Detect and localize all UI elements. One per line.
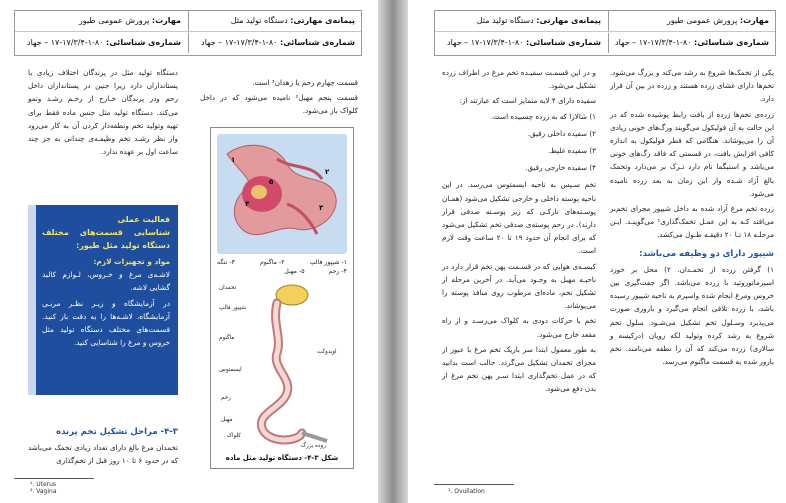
label-rectum: روده بزرگ	[301, 443, 326, 449]
paragraph-shell: تخم سـپس به ناحیه ایسمتوس می‌رسد. در این ناحیه پوسته داخلی و خارجی تشکیل می‌شود (همـان پوسـته‌های نازکـی که زیر پوسـته صدفی قرار دارند). در رحم پوسته‌ی صدفی تخم تشکیل می‌شود که برای انجام آن حدود ۱۹ تا ۲۰ ساعت وقت لازم است.	[442, 180, 596, 256]
legend-item: ۳- تنگه	[217, 259, 235, 266]
photo-label-5: ۵	[269, 178, 274, 186]
label-uterus: رحم	[221, 395, 231, 401]
section-title-egg-formation: ۴-۳- مراحل تشکیل تخم پرنده	[56, 427, 178, 437]
right-page-header	[434, 10, 776, 56]
left-page-header	[14, 10, 362, 56]
albumen-list-intro: سفیده دارای ۴ لایه متمایز است که عبارتند از:	[459, 96, 596, 106]
legend-item: ۴- رحم	[328, 268, 347, 275]
legend-item: ۵- مهبل	[284, 268, 305, 275]
figure-reproductive-system	[210, 127, 354, 469]
intro-paragraph-2: قسمت پنجم مهبل² نامیده می‌شود که در داخل کلواک باز می‌شود.	[200, 93, 358, 116]
left-header-divider-2	[188, 33, 189, 53]
photo-label-4: ۴	[245, 200, 250, 208]
figure-caption: شکل ۳-۴- دستگاه تولید مثل ماده	[225, 454, 339, 462]
book-gutter	[378, 0, 408, 503]
label-magnum: ماگنوم	[219, 335, 235, 341]
left-header-code: شماره‌ی شناسائی: ۸۰-۱-۱۷/۳/۴-۱۷ – جهاد	[201, 38, 355, 47]
left-section	[28, 420, 178, 470]
albumen-list-item: ۳) سفیده غلیظ.	[547, 146, 596, 156]
activity-subtitle: شناسایی قسمت‌های مختلف دستگاه تولید مثل طیور:	[42, 228, 170, 250]
oviduct-diagram	[217, 283, 347, 453]
intro-paragraph-1: قسمت چهارم رحم یا زهدان¹ است.	[252, 78, 358, 87]
activity-instructions: در آزمایشگاه و زیـر نظـر مربـی آزمایشگاه، لاشـه‌ها را به دقت باز کنید. قسمت‌های مختلف دستگاه تولید مثل خروس و مرغ را شناسایی کنید.	[42, 299, 170, 347]
legend-item: ۲- ماگنوم	[259, 259, 285, 266]
footnote-vagina: ². Vagina	[30, 488, 57, 495]
albumen-list-item: ۴) سفیده خارجی رقیق.	[525, 163, 596, 173]
label-isthmus: ایسمتوس	[219, 367, 242, 373]
left-header-standard: پیمانه‌ی مهارتی: دستگاه تولید مثل	[230, 16, 355, 25]
right-header-code: شماره‌ی شناسائی: ۸۰-۱-۱۷/۳/۴-۱۷ – جهاد	[615, 38, 769, 47]
right-page	[408, 0, 786, 503]
left-header-row-2	[15, 33, 361, 53]
footnote-ovulation: ¹. Ovullation	[448, 488, 485, 495]
right-header-row-1	[435, 11, 775, 32]
paragraph-albumen-intro: و در این قسمـت سفیـده تخم مرغ در اطراف زرده تشکیل می‌شود.	[442, 68, 596, 91]
figure-legend	[217, 258, 347, 276]
intro-left-paragraph: دستگاه تولید مثل در پرندگان اختلاف زیادی با پستانداران دارد زیرا جنین در پستانداران داخل رحم ودر پرندگان خـارج از رحـم رشـد ونمو می‌کند. دستگاه تولید مثل جنس ماده فقط برای تهیه وتولید تخم ونطفه‌دار کردن آن به کار می‌رود واز نظر رشـد تخم وظیفـه‌ی چندانی به جز چند ساعت اول بر عهده ندارد.	[28, 68, 178, 157]
right-header-divider-2	[608, 33, 609, 53]
right-header-skill: مهارت: پرورش عمومی طیور	[666, 16, 769, 25]
paragraph-follicle-2: زرده‌ی‌ تخم‌ها زرده از بافت رابط پوشیده شده که در این حالت به آن فولیکول می‌گویند ورگ‌های خونی زیادی آن را می‌پوشاند. هنگامی که قطر فولیکول به اندازه کافی افزایش یافت، در قسمتی که فاقد رگ‌های خونی می‌باشد و استیگما نام دارد تـرک بر می‌دارد وتخمک بالغ آزاد شـده واز این زمان به بعد زرده نامیده می‌شود.	[610, 109, 774, 198]
label-vagina: مهبل	[221, 417, 233, 423]
paragraph-ovulation: زرده تخم مرغ آزاد شده به داخل شیپور مجرای تخم‌بر می‌افتد کـه به این عمـل تخمک‌گذاری¹ می‌گوینـد. ایـن مرحلـه ۱۸ تـا ۲۰ دقیقـه طـول می‌کشد.	[610, 204, 775, 240]
right-header-divider	[608, 11, 609, 31]
left-page	[0, 0, 378, 503]
right-col-right	[610, 66, 774, 370]
right-header-standard: پیمانه‌ی مهارتی: دستگاه تولید مثل	[476, 16, 601, 25]
label-infundibulum: شیپور فالپ	[219, 305, 247, 311]
right-col-left	[442, 66, 596, 398]
right-header-row-2	[435, 33, 775, 53]
left-intro-left-col	[28, 66, 178, 160]
label-cloaca: کلواک	[227, 433, 241, 439]
left-footnotes	[30, 481, 57, 495]
left-footnote-rule	[14, 478, 94, 479]
left-header-row-1	[15, 11, 361, 32]
oviduct-photo-illustration	[217, 134, 347, 254]
legend-row-1	[217, 258, 347, 267]
paragraph-air-cell: کیسـه‌ی هوایی که در قسـمت پهن تخم قرار دارد در ناحیـه مهبل به وجـود می‌آید. در آخرین مرحله از تشکیل تخم، ماده‌ای مرطوب روی منافذ پوسته را می‌پوشاند.	[442, 261, 596, 311]
right-header-code-2: شماره‌ی شناسائی: ۸۰-۱-۱۷/۳/۴-۱۷ – جهاد	[447, 38, 601, 47]
footnote-uterus: ¹. Uterus	[30, 481, 57, 488]
albumen-list-item: ۱) شالازا که به زرده چسبیده است.	[490, 111, 596, 121]
photo-label-3: ۳	[319, 204, 324, 212]
activity-box	[28, 205, 178, 395]
activity-materials-text: لاشـه‌ی مرغ و خـروس، لـوازم کالبد گشایی لاشه.	[42, 270, 170, 292]
right-footnotes	[448, 488, 485, 495]
activity-title: فعالیت عملی	[117, 215, 170, 224]
left-header-divider	[188, 11, 189, 31]
section-text: تخمدان مرغ بالغ دارای تعداد زیادی تخمک می‌باشد که در حدود ۶ تا ۱۰ روز قبل از تخم‌گذاری	[28, 443, 178, 466]
albumen-list-item: ۲) سفیده داخلی رقیق.	[527, 128, 596, 138]
paragraph-egg-orientation: به طور معمول ابتدا سر باریک تخم مرغ با عبور از مجرای تخمدان تشکیل می‌گردد. جالب است بدانید که در عمل تخم‌گذاری ابتدا سـر پهن تخم مرغ از بدن دفع می‌شود.	[442, 344, 596, 394]
photo-label-1: ۱	[231, 156, 236, 164]
paragraph-infundibulum: ۱) گرفتن زرده از تخمـدان. ۲) محل بر خورد اسپرماتوزوئید با زرده می‌باشد. اگر جفت‌گیری بین خروس ومرغ انجام شده واسپرم به ناحیه شیپور رسیده باشد، با زرده تلاقی انجام می‌گیرد و باروری صورت می‌پذیرد وسـلول تخم تشکیل می‌شـود. سلول تخم شروع به رشد کرده وتولید لکه رویان (درکیسه و سالاری) زرده می‌کند که آن را نطفه می‌نامند. تخم بارور شده به قسمت ماگنوم می‌رسد.	[610, 264, 774, 367]
activity-materials-title: مواد و تجهیزات لازم:	[93, 257, 170, 266]
figure-photo	[217, 134, 347, 254]
right-footnote-rule	[434, 484, 514, 485]
photo-label-2: ۲	[325, 168, 330, 176]
label-ovary: تخمدان	[219, 285, 236, 291]
left-header-skill: مهارت: پرورش عمومی طیور	[78, 16, 181, 25]
section-title-infundibulum: شیپور دارای دو وظیفه می‌باشد:	[639, 248, 774, 259]
legend-item: ۱- شیپور فالپ	[309, 259, 347, 266]
left-header-code-2: شماره‌ی شناسائی: ۸۰-۱-۱۷/۳/۴-۱۷ – جهاد	[27, 38, 181, 47]
left-intro-right-col	[200, 76, 358, 120]
paragraph-cloaca: تخم با حرکات دودی به کلواک می‌رسـد و از راه مقعد خارج می‌شود.	[442, 316, 596, 339]
paragraph-follicle-1: یکی از تخمک‌ها شروع به رشد می‌کند و بزرگ می‌شود. تخم‌ها دارای غشای زرده هستند و زرده در بین آن قرار دارد.	[610, 68, 774, 104]
label-oviduct: اویدوکت	[317, 349, 337, 355]
legend-row-2	[217, 267, 347, 276]
